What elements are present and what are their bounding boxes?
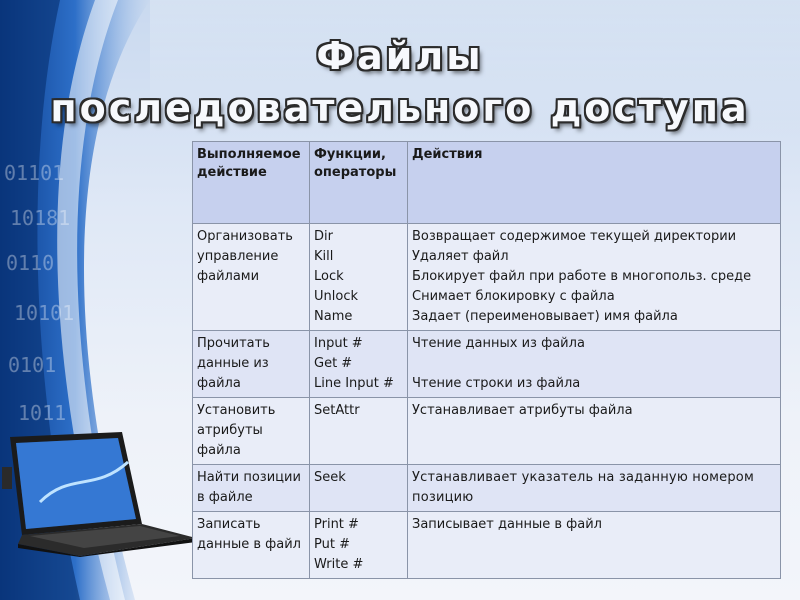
table-header-row [193,142,781,224]
functions-cell [310,224,408,331]
svg-text:01101: 01101 [4,161,65,185]
description-item: Устанавливает атрибуты файла [412,403,633,418]
descriptions-cell [408,398,781,465]
action-cell: Записать данные в файл [193,512,310,579]
function-item: SetAttr [314,403,360,418]
function-item: Write # [314,557,364,572]
description-item: Задает (переименовывает) имя файла [412,309,678,324]
function-item: Name [314,309,353,324]
svg-text:0110: 0110 [6,251,55,275]
description-spacer [412,354,776,374]
function-item: Lock [314,269,344,284]
function-item: Input # [314,336,363,351]
descriptions-cell [408,465,781,512]
description-item: Удаляет файл [412,249,509,264]
svg-text:0101: 0101 [8,353,57,377]
function-item: Dir [314,229,333,244]
action-cell: Найти позиции в файле [193,465,310,512]
laptop-image [0,432,200,557]
description-item: Устанавливает указатель на заданную номером позицию [412,470,754,505]
description-item: Блокирует файл при работе в многопольз. среде [412,269,752,284]
header-functions: Функции, операторы [310,142,408,224]
functions-cell [310,512,408,579]
functions-cell [310,331,408,398]
action-cell: Организовать управление файлами [193,224,310,331]
descriptions-cell [408,512,781,579]
description-item: Чтение данных из файла [412,336,585,351]
svg-text:1011: 1011 [18,401,67,425]
slide-title-line2: последовательного доступа [50,86,750,130]
table-row [193,331,781,398]
description-item: Снимает блокировку с файла [412,289,615,304]
function-item: Kill [314,249,334,264]
function-item: Seek [314,470,346,485]
action-cell: Прочитать данные из файла [193,331,310,398]
functions-cell [310,398,408,465]
description-item: Возвращает содержимое текущей директории [412,229,737,244]
table-row [193,465,781,512]
table-row [193,512,781,579]
slide-title-line1: Файлы [316,34,484,78]
function-item: Print # [314,517,359,532]
header-action: Выполняемое действие [193,142,310,224]
header-descriptions: Действия [408,142,781,224]
table-row [193,398,781,465]
table-row [193,224,781,331]
function-item: Put # [314,537,350,552]
function-item: Unlock [314,289,358,304]
action-cell: Установить атрибуты файла [193,398,310,465]
file-operations-table [192,141,781,579]
description-item: Записывает данные в файл [412,517,602,532]
function-item: Get # [314,356,353,371]
descriptions-cell [408,331,781,398]
svg-text:10181: 10181 [10,206,71,230]
description-item: Чтение строки из файла [412,376,581,391]
functions-cell [310,465,408,512]
function-item: Line Input # [314,376,394,391]
svg-text:10101: 10101 [14,301,75,325]
descriptions-cell [408,224,781,331]
